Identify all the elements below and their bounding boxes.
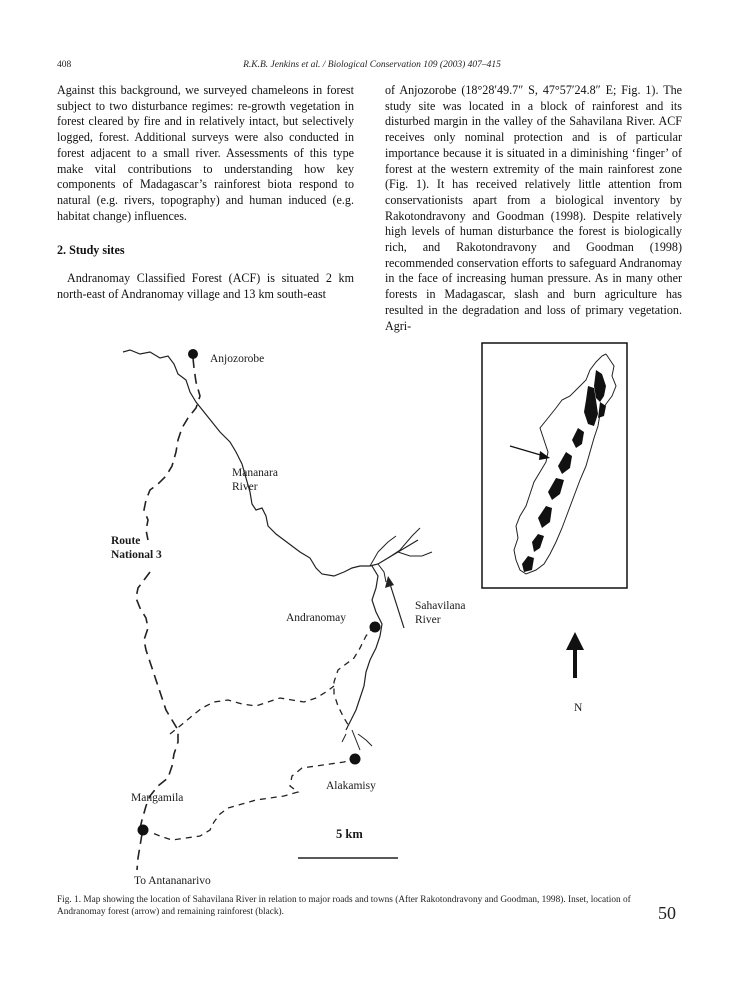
tributary-line [378, 564, 386, 582]
town-marker-anjozorobe [188, 349, 198, 359]
north-arrow-head [566, 632, 584, 650]
town-marker-alakamisy [350, 754, 361, 765]
label-anjozorobe: Anjozorobe [210, 353, 265, 365]
intro-paragraph: Against this background, we surveyed chameleons in forest subject to two disturbance regimes: re-growth vegetation in forest cleared by fire and in relatively intact, but selectively logged, forest. Additional surveys were also conducted in forest adjacent to a small river. Assessments of this type make vital contributions to understanding how key components of Madagascar’s rainforest biota respond to natural (e.g. rivers, topography) and human induced (e.g. habitat change) influences. [57, 83, 354, 223]
study-site-paragraph: Andranomay Classified Forest (ACF) is situated 2 km north-east of Andranomay village and 13 km south-east [57, 271, 354, 301]
sahavilana-river-line [346, 566, 382, 730]
secondary-road-line [170, 686, 334, 734]
label-scale: 5 km [336, 827, 363, 841]
tributary-line [358, 734, 372, 746]
label-sahavilana-line1: Sahavilana [415, 600, 466, 612]
label-north: N [574, 702, 583, 714]
label-route-line2: National 3 [111, 549, 162, 561]
label-sahavilana-line2: River [415, 614, 441, 626]
sahavilana-pointer-arrowhead [385, 576, 394, 588]
label-alakamisy: Alakamisy [326, 780, 376, 792]
map-drawing [0, 330, 744, 895]
tributary-line [398, 552, 432, 556]
tributary-line [352, 730, 360, 750]
figure-map [0, 330, 744, 895]
town-marker-andranomay [370, 622, 381, 633]
tributary-line [342, 734, 346, 742]
running-page-number: 408 [57, 60, 72, 70]
mananara-river-line [123, 350, 418, 576]
figure-caption: Fig. 1. Map showing the location of Sahavilana River in relation to major roads and towns (After Rakotondravony and Goodman, 1998). Inset, location of Andranomay forest (arrow) and remaining rainforest (black). [57, 895, 631, 917]
inset-map [482, 343, 627, 588]
label-mananara-line2: River [232, 481, 258, 493]
route-national-3-line [137, 834, 142, 870]
sahavilana-pointer-arrow [390, 584, 404, 628]
inset-frame [482, 343, 627, 588]
label-mananara-line1: Mananara [232, 467, 278, 479]
label-mangamila: Mangamila [131, 792, 184, 804]
route-national-3-line [144, 358, 200, 540]
running-journal-citation: R.K.B. Jenkins et al. / Biological Conservation 109 (2003) 407–415 [243, 60, 501, 70]
left-text-column [57, 83, 354, 302]
label-andranomay: Andranomay [286, 612, 347, 624]
route-national-3-line [136, 572, 178, 828]
footer-number: 50 [658, 903, 676, 923]
label-route-line1: Route [111, 535, 141, 547]
study-site-continued-paragraph: of Anjozorobe (18°28′49.7″ S, 47°57′24.8″ E; Fig. 1). The study site was located in a block of rainforest and its disturbed margin in the valley of the Sahavilana River. ACF receives only nominal protection and is of particular importance because it is situated in a diminishing ‘finger’ of forest at the western extremity of the main rainforest zone (Fig. 1). It has received relatively little attention from conservationists apart from a biological inventory by Rakotondravony and Goodman (1998). Despite relatively high levels of human disturbance the forest is biologically rich, and Rakotondravony and Goodman (1998) recommended conservation efforts to safeguard Andranomay in the face of increasing human pressure. As in many other forests in Madagascar, slash and burn agriculture has resulted in the degradation and loss of primary vegetation. Agri- [385, 83, 682, 333]
town-marker-mangamila [138, 825, 149, 836]
right-text-column [385, 83, 682, 334]
label-antananarivo: To Antananarivo [134, 875, 211, 887]
section-heading: 2. Study sites [57, 243, 125, 258]
